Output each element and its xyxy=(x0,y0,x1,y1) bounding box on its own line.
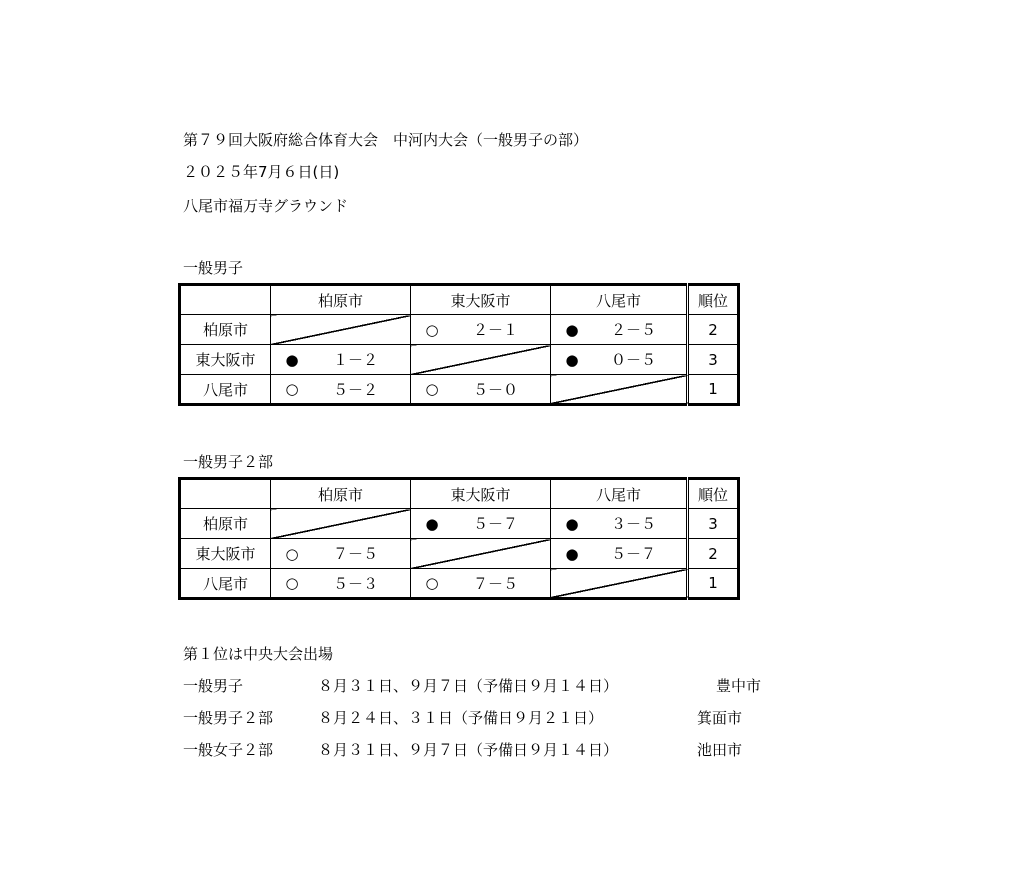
column-header: 八尾市 xyxy=(551,285,688,315)
result-mark: ● xyxy=(565,514,579,533)
result-mark: ● xyxy=(565,544,579,563)
result-mark: ○ xyxy=(425,574,439,592)
schedule-dates: ８月３１日、９月７日（予備日９月１４日） xyxy=(318,741,619,759)
event-venue: 八尾市福万寺グラウンド xyxy=(183,197,349,215)
corner-cell xyxy=(180,285,271,315)
column-header: 柏原市 xyxy=(271,479,411,509)
result-score: ２－１ xyxy=(472,321,518,339)
schedule-category: 一般男子２部 xyxy=(183,709,274,727)
row-team: 東大阪市 xyxy=(180,539,271,569)
row-team: 柏原市 xyxy=(180,315,271,345)
result-cell xyxy=(411,569,551,599)
diagonal-cell xyxy=(551,375,688,405)
result-score: ７－５ xyxy=(472,574,518,593)
column-header: 東大阪市 xyxy=(411,479,551,509)
rank-header: 順位 xyxy=(688,285,739,315)
rank-cell: 2 xyxy=(688,315,739,345)
result-score: ７－５ xyxy=(332,545,378,563)
schedule-venue: 池田市 xyxy=(697,741,743,759)
diagonal-cell xyxy=(411,539,551,569)
event-date: ２０２５年7月６日(日) xyxy=(183,163,340,181)
result-cell xyxy=(271,539,411,569)
result-score: １－２ xyxy=(332,351,378,369)
table-row xyxy=(180,375,739,405)
result-mark: ○ xyxy=(285,544,299,563)
result-score: ５－０ xyxy=(472,380,518,399)
result-mark: ○ xyxy=(285,380,299,398)
table-caption: 一般男子２部 xyxy=(183,453,274,471)
rank-cell: 3 xyxy=(688,509,739,539)
row-team: 柏原市 xyxy=(180,509,271,539)
schedule-dates: ８月３１日、９月７日（予備日９月１４日） xyxy=(318,677,619,695)
results-table xyxy=(178,283,740,406)
rank-cell: 2 xyxy=(688,539,739,569)
row-team: 八尾市 xyxy=(180,569,271,599)
table-row xyxy=(180,509,739,539)
result-cell xyxy=(411,375,551,405)
diagonal-cell xyxy=(271,315,411,345)
result-score: ２－５ xyxy=(610,321,656,339)
result-mark: ● xyxy=(565,320,579,339)
column-header: 柏原市 xyxy=(271,285,411,315)
result-score: ０－５ xyxy=(610,351,656,369)
column-header: 東大阪市 xyxy=(411,285,551,315)
result-cell xyxy=(551,345,688,375)
column-header: 八尾市 xyxy=(551,479,688,509)
result-cell xyxy=(551,509,688,539)
schedule-category: 一般男子 xyxy=(183,677,244,695)
result-score: ５－７ xyxy=(610,545,656,563)
row-team: 八尾市 xyxy=(180,375,271,405)
schedule-venue: 箕面市 xyxy=(697,709,743,727)
schedule-venue: 豊中市 xyxy=(716,677,762,695)
rank-cell: 1 xyxy=(688,375,739,405)
result-mark: ○ xyxy=(425,320,439,339)
result-cell xyxy=(271,345,411,375)
result-cell xyxy=(411,509,551,539)
result-cell xyxy=(271,375,411,405)
document-title: 第７９回大阪府総合体育大会 中河内大会（一般男子の部） xyxy=(183,131,589,149)
table-row xyxy=(180,569,739,599)
schedule-dates: ８月２４日、３１日（予備日９月２１日） xyxy=(318,709,604,727)
header-row xyxy=(180,285,739,315)
diagonal-cell xyxy=(411,345,551,375)
result-score: ３－５ xyxy=(610,515,656,533)
result-cell xyxy=(271,569,411,599)
qualification-note: 第１位は中央大会出場 xyxy=(183,645,334,663)
rank-cell: 1 xyxy=(688,569,739,599)
table-caption: 一般男子 xyxy=(183,259,244,277)
result-score: ５－７ xyxy=(472,515,518,533)
table-row xyxy=(180,315,739,345)
row-team: 東大阪市 xyxy=(180,345,271,375)
result-mark: ● xyxy=(285,350,299,369)
result-score: ５－２ xyxy=(332,380,378,399)
result-cell xyxy=(411,315,551,345)
result-cell xyxy=(551,539,688,569)
rank-header: 順位 xyxy=(688,479,739,509)
schedule-category: 一般女子２部 xyxy=(183,741,274,759)
result-mark: ○ xyxy=(285,574,299,592)
results-table xyxy=(178,477,740,600)
result-cell xyxy=(551,315,688,345)
corner-cell xyxy=(180,479,271,509)
header-row xyxy=(180,479,739,509)
result-mark: ● xyxy=(565,350,579,369)
table-row xyxy=(180,539,739,569)
diagonal-cell xyxy=(271,509,411,539)
result-mark: ● xyxy=(425,514,439,533)
result-score: ５－３ xyxy=(332,574,378,593)
rank-cell: 3 xyxy=(688,345,739,375)
result-mark: ○ xyxy=(425,380,439,398)
table-row xyxy=(180,345,739,375)
diagonal-cell xyxy=(551,569,688,599)
